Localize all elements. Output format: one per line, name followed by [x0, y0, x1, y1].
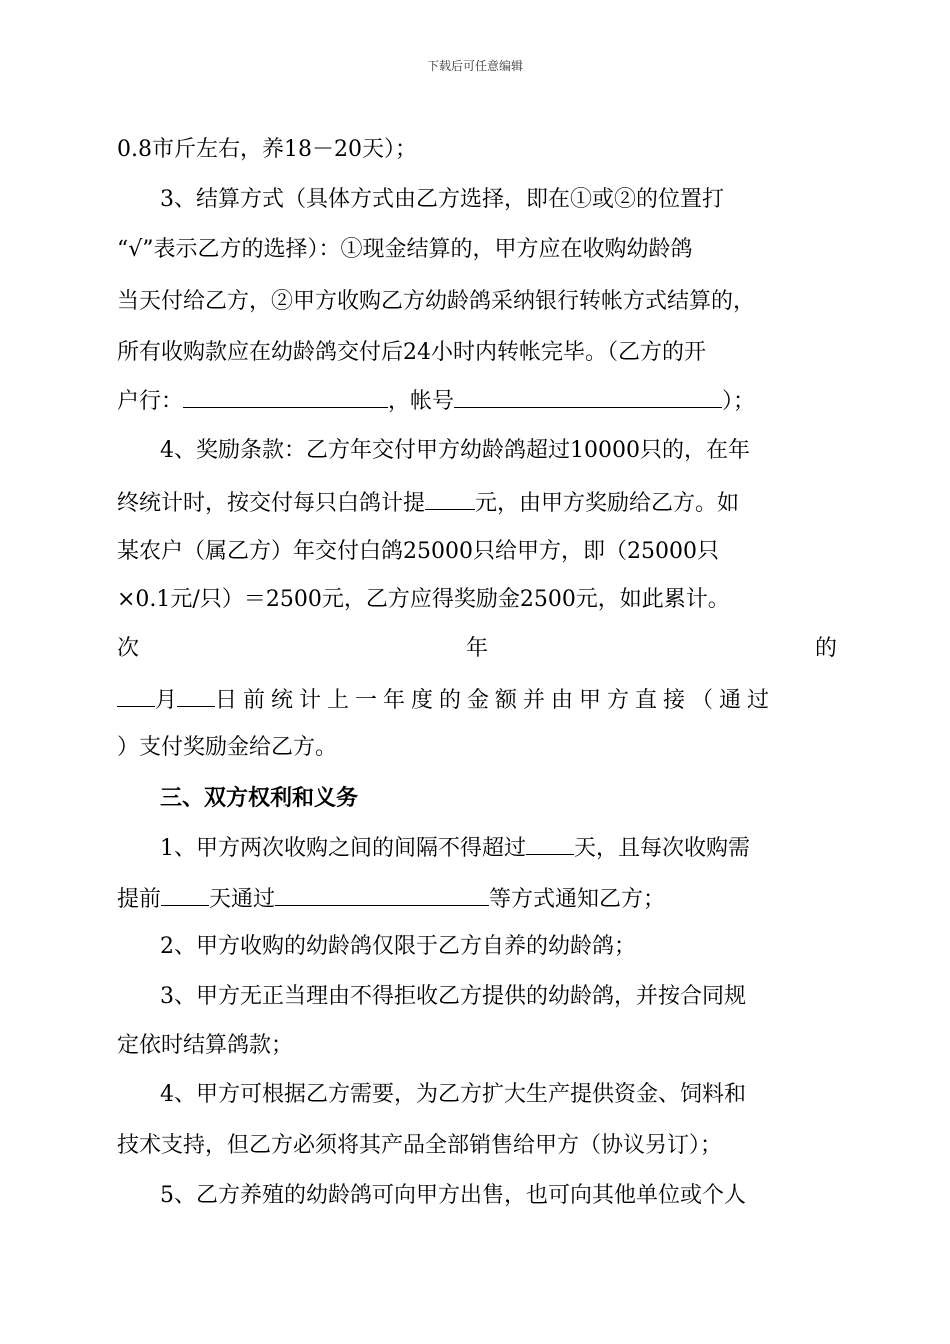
text-span: 月 — [155, 688, 178, 713]
paragraph-line: 3、甲方无正当理由不得拒收乙方提供的幼龄鸽，并按合同规 — [160, 984, 746, 1009]
text-span: 次 — [117, 636, 140, 661]
date-line — [117, 684, 837, 714]
text-span: 天，且每次收购需 — [574, 836, 751, 861]
text-span: 户行： — [117, 389, 184, 414]
account-number-blank — [454, 385, 722, 408]
paragraph-line: 技术支持，但乙方必须将其产品全部销售给甲方（协议另订）； — [117, 1133, 723, 1158]
text-span: ）； — [722, 389, 756, 414]
text-span: 的 — [814, 636, 837, 661]
paragraph-line: 定依时结算鸽款； — [117, 1033, 294, 1058]
notice-days-blank — [161, 883, 209, 906]
clause-3-line — [160, 185, 837, 215]
clause-4-line: 4、奖励条款：乙方年交付甲方幼龄鸽超过10000只的，在年 — [160, 438, 750, 463]
paragraph-line: 4、甲方可根据乙方需要，为乙方扩大生产提供资金、饲料和 — [160, 1082, 746, 1107]
paragraph-line: 某农户（属乙方）年交付白鸽25000只给甲方，即（25000只 — [117, 539, 719, 564]
paragraph-line: 所有收购款应在幼龄鸽交付后24小时内转帐完毕。（乙方的开 — [117, 340, 706, 365]
paragraph-line: 当天付给乙方，②甲方收购乙方幼龄鸽采纳银行转帐方式结算的， — [117, 289, 756, 314]
paragraph-line: ）支付奖励金给乙方。 — [117, 735, 338, 760]
justified-line — [117, 634, 837, 664]
text-span: 元，由甲方奖励给乙方。如 — [475, 491, 740, 516]
bank-name-blank — [183, 385, 388, 408]
notice-method-blank — [275, 883, 489, 906]
text-span: 终统计时，按交付每只白鸽计提 — [117, 491, 426, 516]
text-span: 年 — [465, 636, 488, 661]
day-blank — [177, 684, 215, 707]
text-span: 提前 — [117, 887, 162, 912]
paragraph-line: 5、乙方养殖的幼龄鸽可向甲方出售，也可向其他单位或个人 — [160, 1183, 746, 1208]
text-span: 天通过 — [209, 887, 276, 912]
text-span: 日前统计上一年度的金额并由甲方直接（通过 — [215, 688, 776, 713]
paragraph-line: ×0.1元/只）＝2500元，乙方应得奖励金2500元，如此累计。 — [117, 587, 730, 612]
text-span: ，帐号 — [388, 389, 455, 414]
interval-line — [160, 832, 837, 862]
text-span: 3、结算方式（具体方式由乙方选择，即在①或②的位置打 — [160, 187, 724, 212]
section-heading: 三、双方权利和义务 — [160, 786, 359, 811]
bonus-amount-blank — [425, 487, 475, 510]
page-header: 下载后可任意编辑 — [426, 59, 523, 73]
interval-days-blank — [526, 832, 574, 855]
bonus-line — [117, 487, 837, 517]
month-blank — [117, 684, 155, 707]
paragraph-line: 0.8市斤左右，养18－20天）； — [117, 137, 417, 162]
text-span: 1、甲方两次收购之间的间隔不得超过 — [160, 836, 526, 861]
paragraph-line: 2、甲方收购的幼龄鸽仅限于乙方自养的幼龄鸽； — [160, 934, 636, 959]
bank-account-line — [117, 385, 837, 415]
text-span: 等方式通知乙方； — [489, 887, 666, 912]
paragraph-line: “√”表示乙方的选择）：①现金结算的，甲方应在收购幼龄鸽 — [117, 237, 693, 262]
notice-line — [117, 883, 837, 913]
